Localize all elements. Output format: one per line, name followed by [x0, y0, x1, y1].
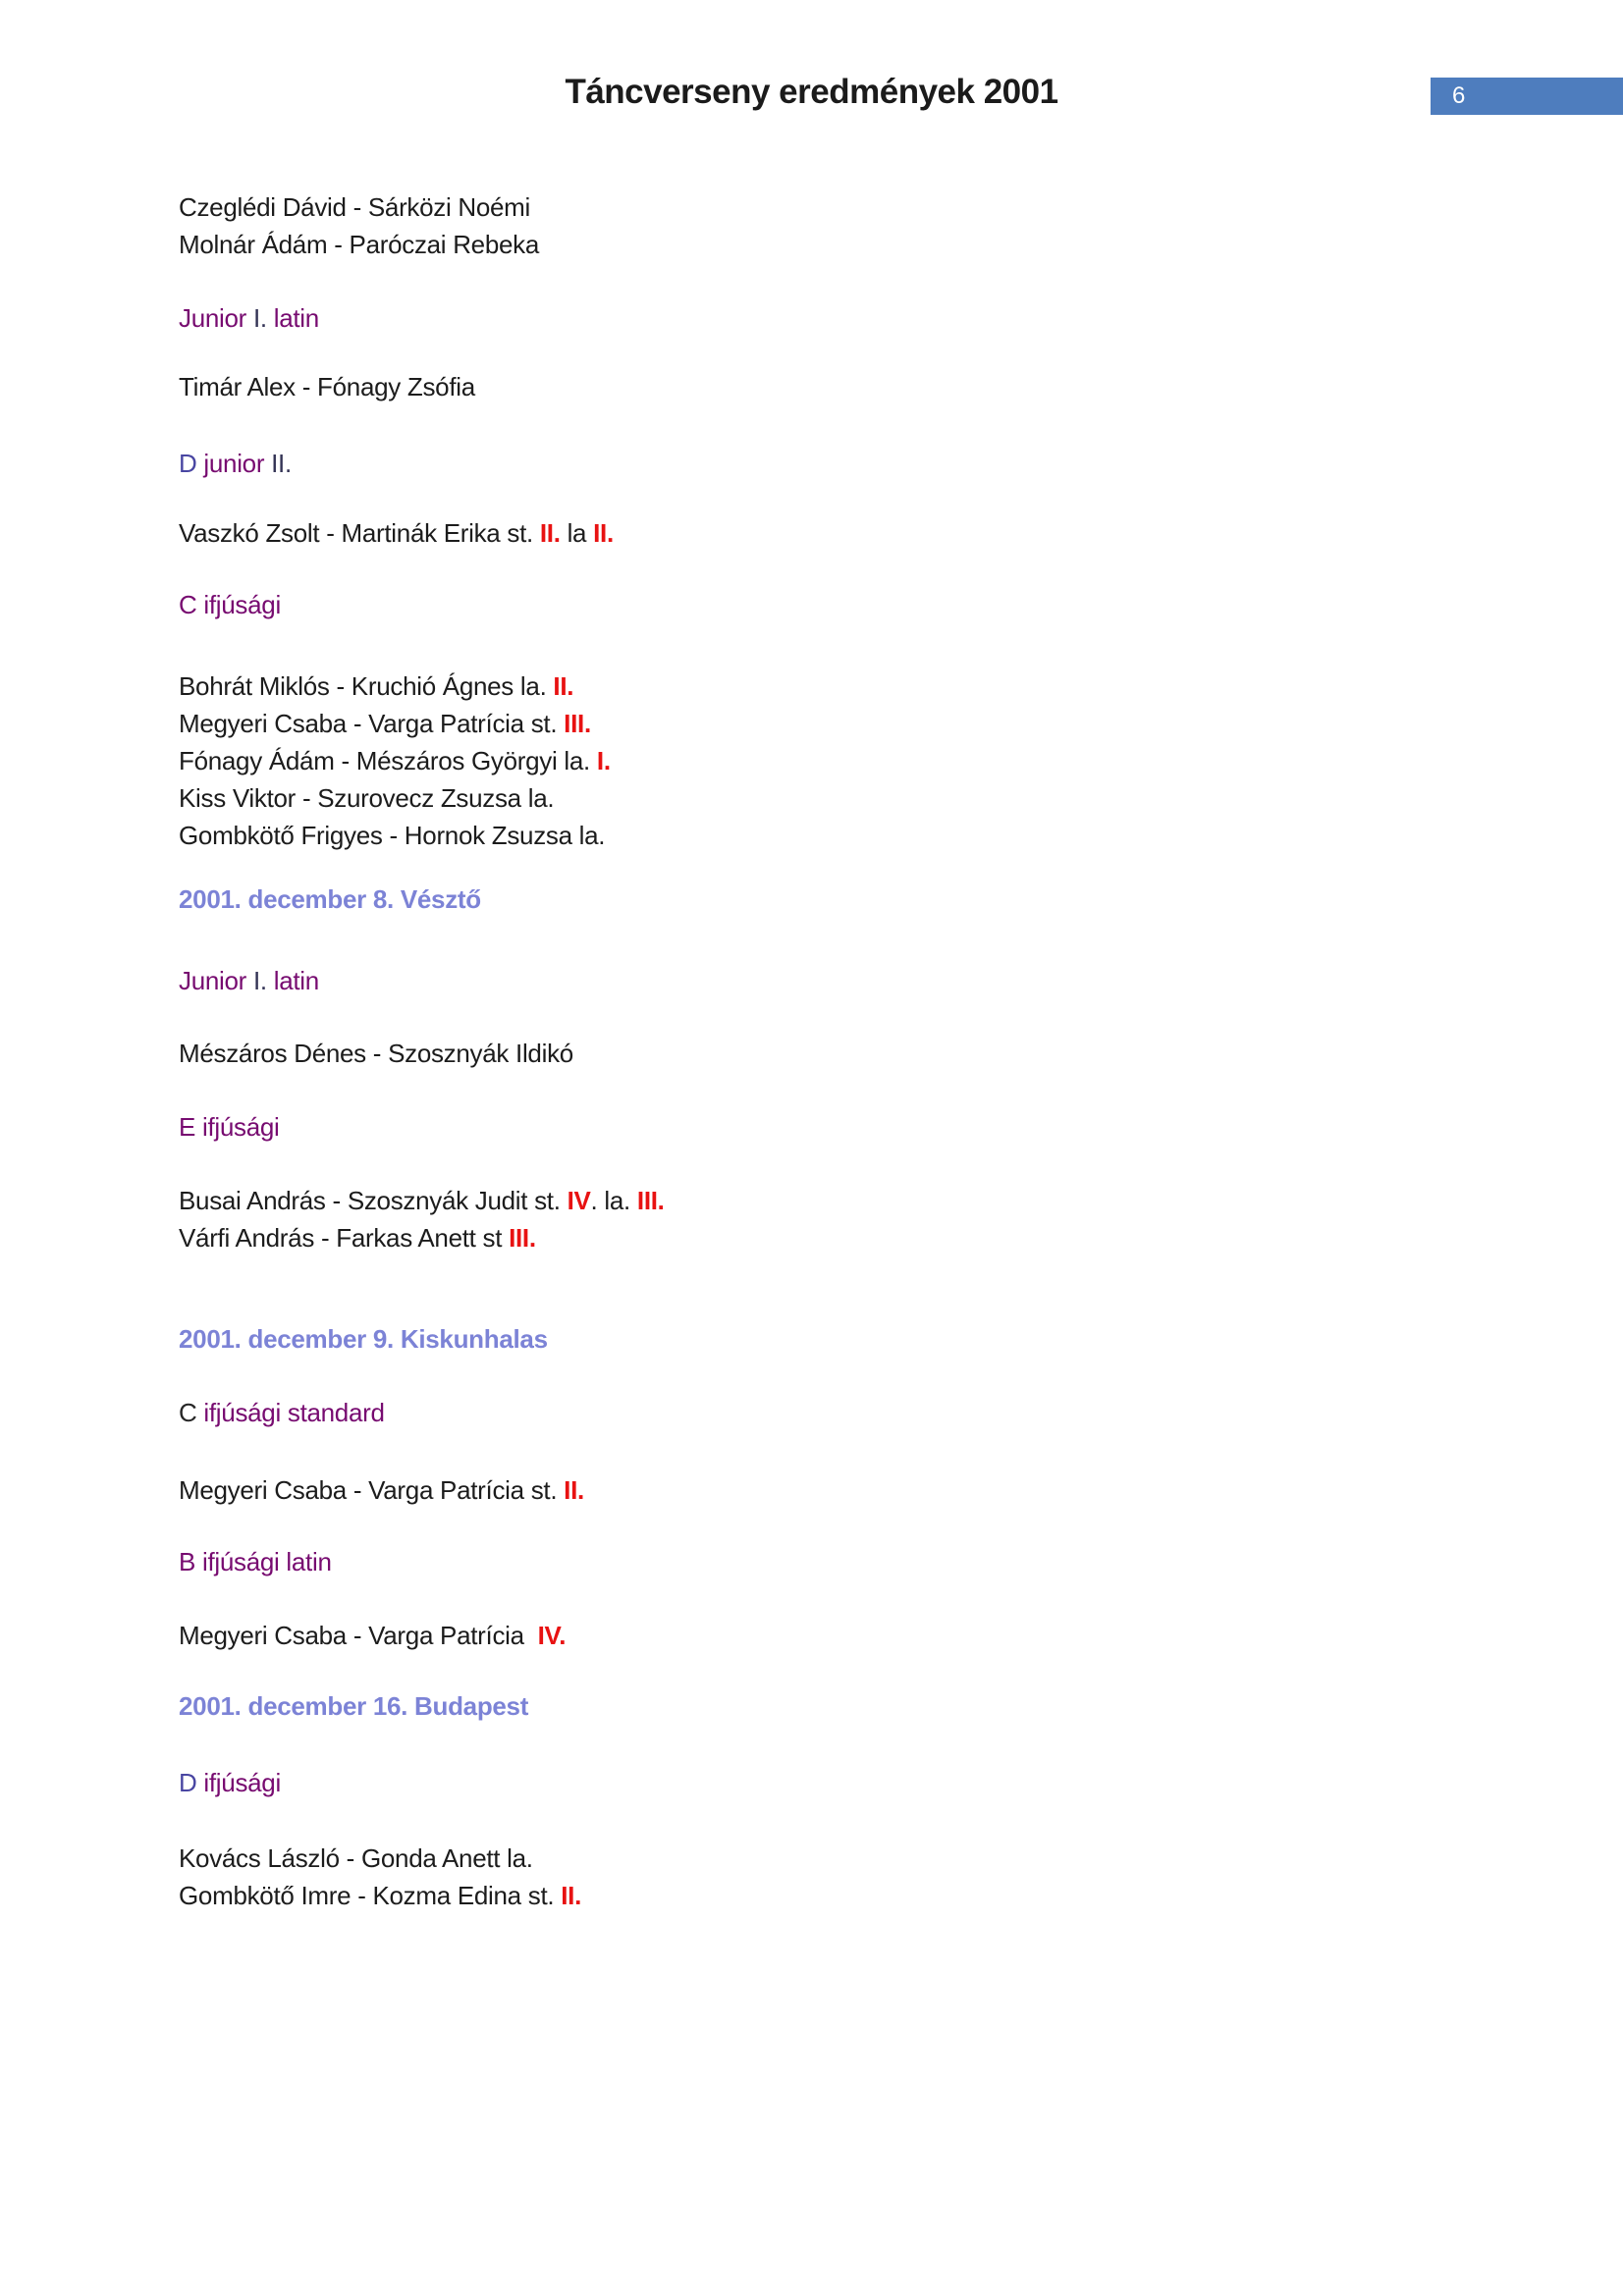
- category-heading: [179, 1394, 385, 1431]
- text-segment: Molnár Ádám - Paróczai Rebeka: [179, 230, 540, 259]
- text-segment: I.: [596, 746, 611, 775]
- result-line: [179, 1471, 584, 1509]
- text-segment: Gombkötő Frigyes - Hornok Zsuzsa la.: [179, 821, 606, 850]
- text-segment: III.: [636, 1186, 665, 1215]
- text-segment: Gombkötő Imre - Kozma Edina st.: [179, 1881, 562, 1910]
- category-heading: [179, 962, 319, 999]
- text-segment: 2001. december 9. Kiskunhalas: [179, 1324, 548, 1354]
- text-segment: Kovács László - Gonda Anett la.: [179, 1843, 533, 1873]
- category-heading: [179, 586, 281, 623]
- date-heading: [179, 881, 481, 918]
- result-line: [179, 1617, 566, 1654]
- text-segment: junior: [203, 449, 272, 478]
- result-line: [179, 1182, 665, 1219]
- text-segment: Várfi András - Farkas Anett st: [179, 1223, 510, 1253]
- text-segment: II.: [539, 518, 561, 548]
- text-segment: ifjúsági standard: [203, 1398, 385, 1427]
- result-line: [179, 226, 539, 263]
- text-segment: I.: [252, 966, 267, 995]
- text-segment: II.: [593, 518, 614, 548]
- text-segment: III.: [564, 709, 591, 738]
- text-segment: D: [179, 449, 204, 478]
- text-segment: B ifjúsági latin: [179, 1547, 332, 1576]
- text-segment: Junior: [179, 966, 253, 995]
- text-segment: D: [179, 1768, 204, 1797]
- text-segment: E ifjúsági: [179, 1112, 280, 1142]
- text-segment: Bohrát Miklós - Kruchió Ágnes la.: [179, 671, 554, 701]
- text-segment: Timár Alex - Fónagy Zsófia: [179, 372, 475, 401]
- text-segment: . la.: [590, 1186, 637, 1215]
- text-segment: Fónagy Ádám - Mészáros Györgyi la.: [179, 746, 597, 775]
- text-segment: II.: [561, 1881, 581, 1910]
- category-heading: [179, 1543, 332, 1580]
- text-segment: Megyeri Csaba - Varga Patrícia: [179, 1621, 538, 1650]
- result-line: [179, 1035, 573, 1072]
- text-segment: Mészáros Dénes - Szosznyák Ildikó: [179, 1039, 573, 1068]
- text-segment: II.: [553, 671, 574, 701]
- result-line: [179, 514, 614, 552]
- text-segment: Junior: [179, 303, 253, 333]
- result-line: [179, 742, 611, 779]
- text-segment: 2001. december 8. Vésztő: [179, 884, 481, 914]
- result-line: [179, 1219, 536, 1256]
- text-segment: Megyeri Csaba - Varga Patrícia st.: [179, 1475, 565, 1505]
- result-line: [179, 1840, 533, 1877]
- text-segment: latin: [266, 966, 319, 995]
- date-heading: [179, 1320, 548, 1358]
- text-segment: Czeglédi Dávid - Sárközi Noémi: [179, 192, 531, 222]
- page-number: 6: [1452, 82, 1466, 109]
- text-segment: I.: [252, 303, 267, 333]
- text-segment: C: [179, 1398, 204, 1427]
- page-title: Táncverseny eredmények 2001: [565, 73, 1058, 111]
- result-line: [179, 667, 573, 705]
- text-segment: ifjúsági: [203, 1768, 281, 1797]
- text-segment: IV.: [537, 1621, 567, 1650]
- result-line: [179, 1877, 581, 1914]
- text-segment: Busai András - Szosznyák Judit st.: [179, 1186, 568, 1215]
- category-heading: [179, 445, 292, 482]
- result-line: [179, 368, 475, 405]
- date-heading: [179, 1687, 528, 1725]
- category-heading: [179, 1764, 281, 1801]
- result-line: [179, 188, 530, 226]
- text-segment: II.: [271, 449, 292, 478]
- text-segment: latin: [266, 303, 319, 333]
- page-number-badge: [1431, 78, 1623, 115]
- result-line: [179, 779, 554, 817]
- text-segment: C ifjúsági: [179, 590, 281, 619]
- text-segment: Kiss Viktor - Szurovecz Zsuzsa la.: [179, 783, 555, 813]
- text-segment: Megyeri Csaba - Varga Patrícia st.: [179, 709, 565, 738]
- result-line: [179, 705, 591, 742]
- text-segment: la: [560, 518, 594, 548]
- text-segment: IV: [567, 1186, 591, 1215]
- category-heading: [179, 299, 319, 337]
- text-segment: Vaszkó Zsolt - Martinák Erika st.: [179, 518, 540, 548]
- result-line: [179, 817, 605, 854]
- text-segment: III.: [509, 1223, 536, 1253]
- text-segment: 2001. december 16. Budapest: [179, 1691, 529, 1721]
- category-heading: [179, 1108, 280, 1146]
- text-segment: II.: [564, 1475, 584, 1505]
